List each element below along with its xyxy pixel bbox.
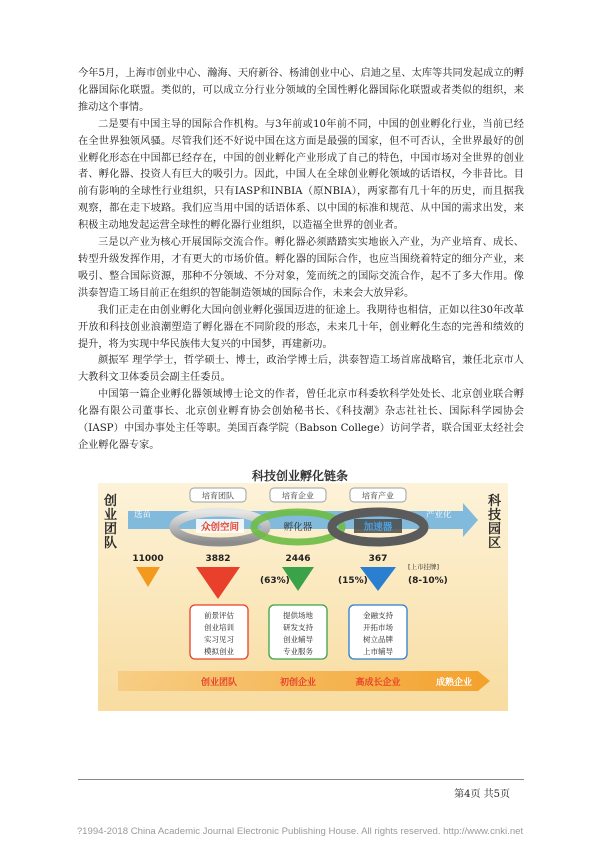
top-box-enterprise xyxy=(270,488,326,502)
svg-text:研发支持: 研发支持 xyxy=(283,623,313,632)
rate-2: (15%) xyxy=(338,576,368,586)
paragraph: 今年5月，上海市创业中心、瀚海、天府新谷、杨浦创业中心、启迪之星、太库等共同发起成立的孵化器国际化联盟。类似的，可以成立分行业分领域的全国性孵化器国际化联盟或者类似的组织，来推动这个事情。 xyxy=(78,68,524,113)
svg-text:提供场地: 提供场地 xyxy=(283,611,313,620)
paragraph: 三是以产业为核心开展国际交流合作。孵化器必须踏踏实实地嵌入产业，为产业培育、成长、转型升级发挥作用，才有更大的市场价值。孵化器的国际合作，也应当围绕着特定的细分产业，来吸引、整合国际资源，那种不分领域、不分对象，笼而统之的国际交流合作，起不了多大作用。像洪泰智造工场目前正在组织的智能制造领域的国际合作，未来会大放异彩。 xyxy=(78,237,524,299)
stage-team: 创业团队 xyxy=(200,678,238,688)
svg-text:树立品牌: 树立品牌 xyxy=(363,635,393,644)
top-box-industry xyxy=(350,488,406,502)
svg-text:开拓市场: 开拓市场 xyxy=(363,623,393,632)
arrow-select-label: 选苗 xyxy=(134,510,152,520)
svg-text:前景评估: 前景评估 xyxy=(204,611,234,620)
count-incubator: 2446 xyxy=(285,554,311,564)
arrow-industrialize-label: 产业化 xyxy=(426,510,452,520)
copyright: ?1994-2018 China Academic Journal Electronic Publishing House. All rights reserved. http://www.cnki.net xyxy=(76,826,524,837)
services-accelerator xyxy=(349,605,407,659)
paragraph: 我们正走在由创业孵化大国向创业孵化强国迈进的征途上。我期待也相信，正如以往30年改革开放和科技创业浪潮塑造了孵化器在不同阶段的形态，未来几十年，创业孵化生态的完善和绩效的提升，将为实现中华民族伟大复兴的中国梦，再建新功。 xyxy=(78,304,524,350)
svg-text:孵化器: 孵化器 xyxy=(283,522,313,533)
right-label: 科技园区 xyxy=(488,494,502,551)
left-label: 创业团队 xyxy=(104,494,118,551)
listed-tag: [上市挂牌] xyxy=(408,563,440,571)
svg-text:众创空间: 众创空间 xyxy=(200,522,240,533)
top-box-team xyxy=(190,488,246,502)
rate-3: (8-10%) xyxy=(408,576,448,586)
page-number: 第4页 共5页 xyxy=(454,789,510,800)
services-makerspace xyxy=(190,605,248,659)
svg-text:模拟创业: 模拟创业 xyxy=(204,647,234,656)
svg-text:实习见习: 实习见习 xyxy=(204,635,234,644)
svg-text:创业培训: 创业培训 xyxy=(204,623,234,632)
article-body xyxy=(78,66,524,455)
stage-startup: 初创企业 xyxy=(279,678,317,688)
svg-text:培育企业: 培育企业 xyxy=(282,491,314,501)
footer-rule xyxy=(78,779,524,780)
svg-text:上市辅导: 上市辅导 xyxy=(363,647,393,656)
stage-high-growth: 高成长企业 xyxy=(355,678,401,688)
svg-text:创业辅导: 创业辅导 xyxy=(283,635,313,644)
rate-1: (63%) xyxy=(260,576,290,586)
svg-text:专业服务: 专业服务 xyxy=(283,647,313,656)
incubation-chain-figure xyxy=(98,483,508,711)
author-bio: 中国第一篇企业孵化器领域博士论文的作者，曾任北京市科委软科学处处长、北京创业联合孵化器有限公司董事长、北京创业孵育协会创始秘书长、《科技潮》杂志社社长、国际科学园协会（IASP）中国办事处主任等职。美国百森学院（Babson College）访问学者，联合国亚太经社会企业孵化器专家。 xyxy=(78,389,524,451)
count-accelerator: 367 xyxy=(368,554,388,564)
svg-text:培育产业: 培育产业 xyxy=(362,491,394,501)
count-teams: 11000 xyxy=(132,554,164,564)
stage-mature: 成熟企业 xyxy=(435,678,473,688)
svg-text:培育团队: 培育团队 xyxy=(202,491,234,501)
svg-text:金融支持: 金融支持 xyxy=(363,611,393,620)
count-makerspace: 3882 xyxy=(205,554,231,564)
author-bio: 颜振军 理学学士，哲学硕士、博士，政治学博士后，洪泰智造工场首席战略官，兼任北京市人大教科文卫体委员会副主任委员。 xyxy=(78,355,524,384)
figure-title: 科技创业孵化链条 xyxy=(251,469,348,483)
services-incubator xyxy=(269,605,327,659)
svg-text:加速器: 加速器 xyxy=(363,522,393,533)
paragraph: 二是要有中国主导的国际合作机构。与3年前或10年前不同，中国的创业孵化行业，当前已经在全世界独领风骚。尽管我们还不好说中国在这方面是最强的国家，但不可否认，全世界最好的创业孵化形态在中国都已经存在，中国的创业孵化产业形成了自己的特色，中国市场对全世界的创业者、孵化器、投资人有巨大的吸引力。因此，中国人在全球创业孵化领域的话语权，今非昔比。目前有影响的全球性行业组织，只有IASP和INBIA（原NBIA），两家都有几十年的历史，而且据我观察，都在走下坡路。我们应当用中国的话语体系、以中国的标准和规范、从中国的需求出发，来积极主动地发起运营全球性的孵化器行业组织，以造福全世界的创业者。 xyxy=(78,118,524,232)
